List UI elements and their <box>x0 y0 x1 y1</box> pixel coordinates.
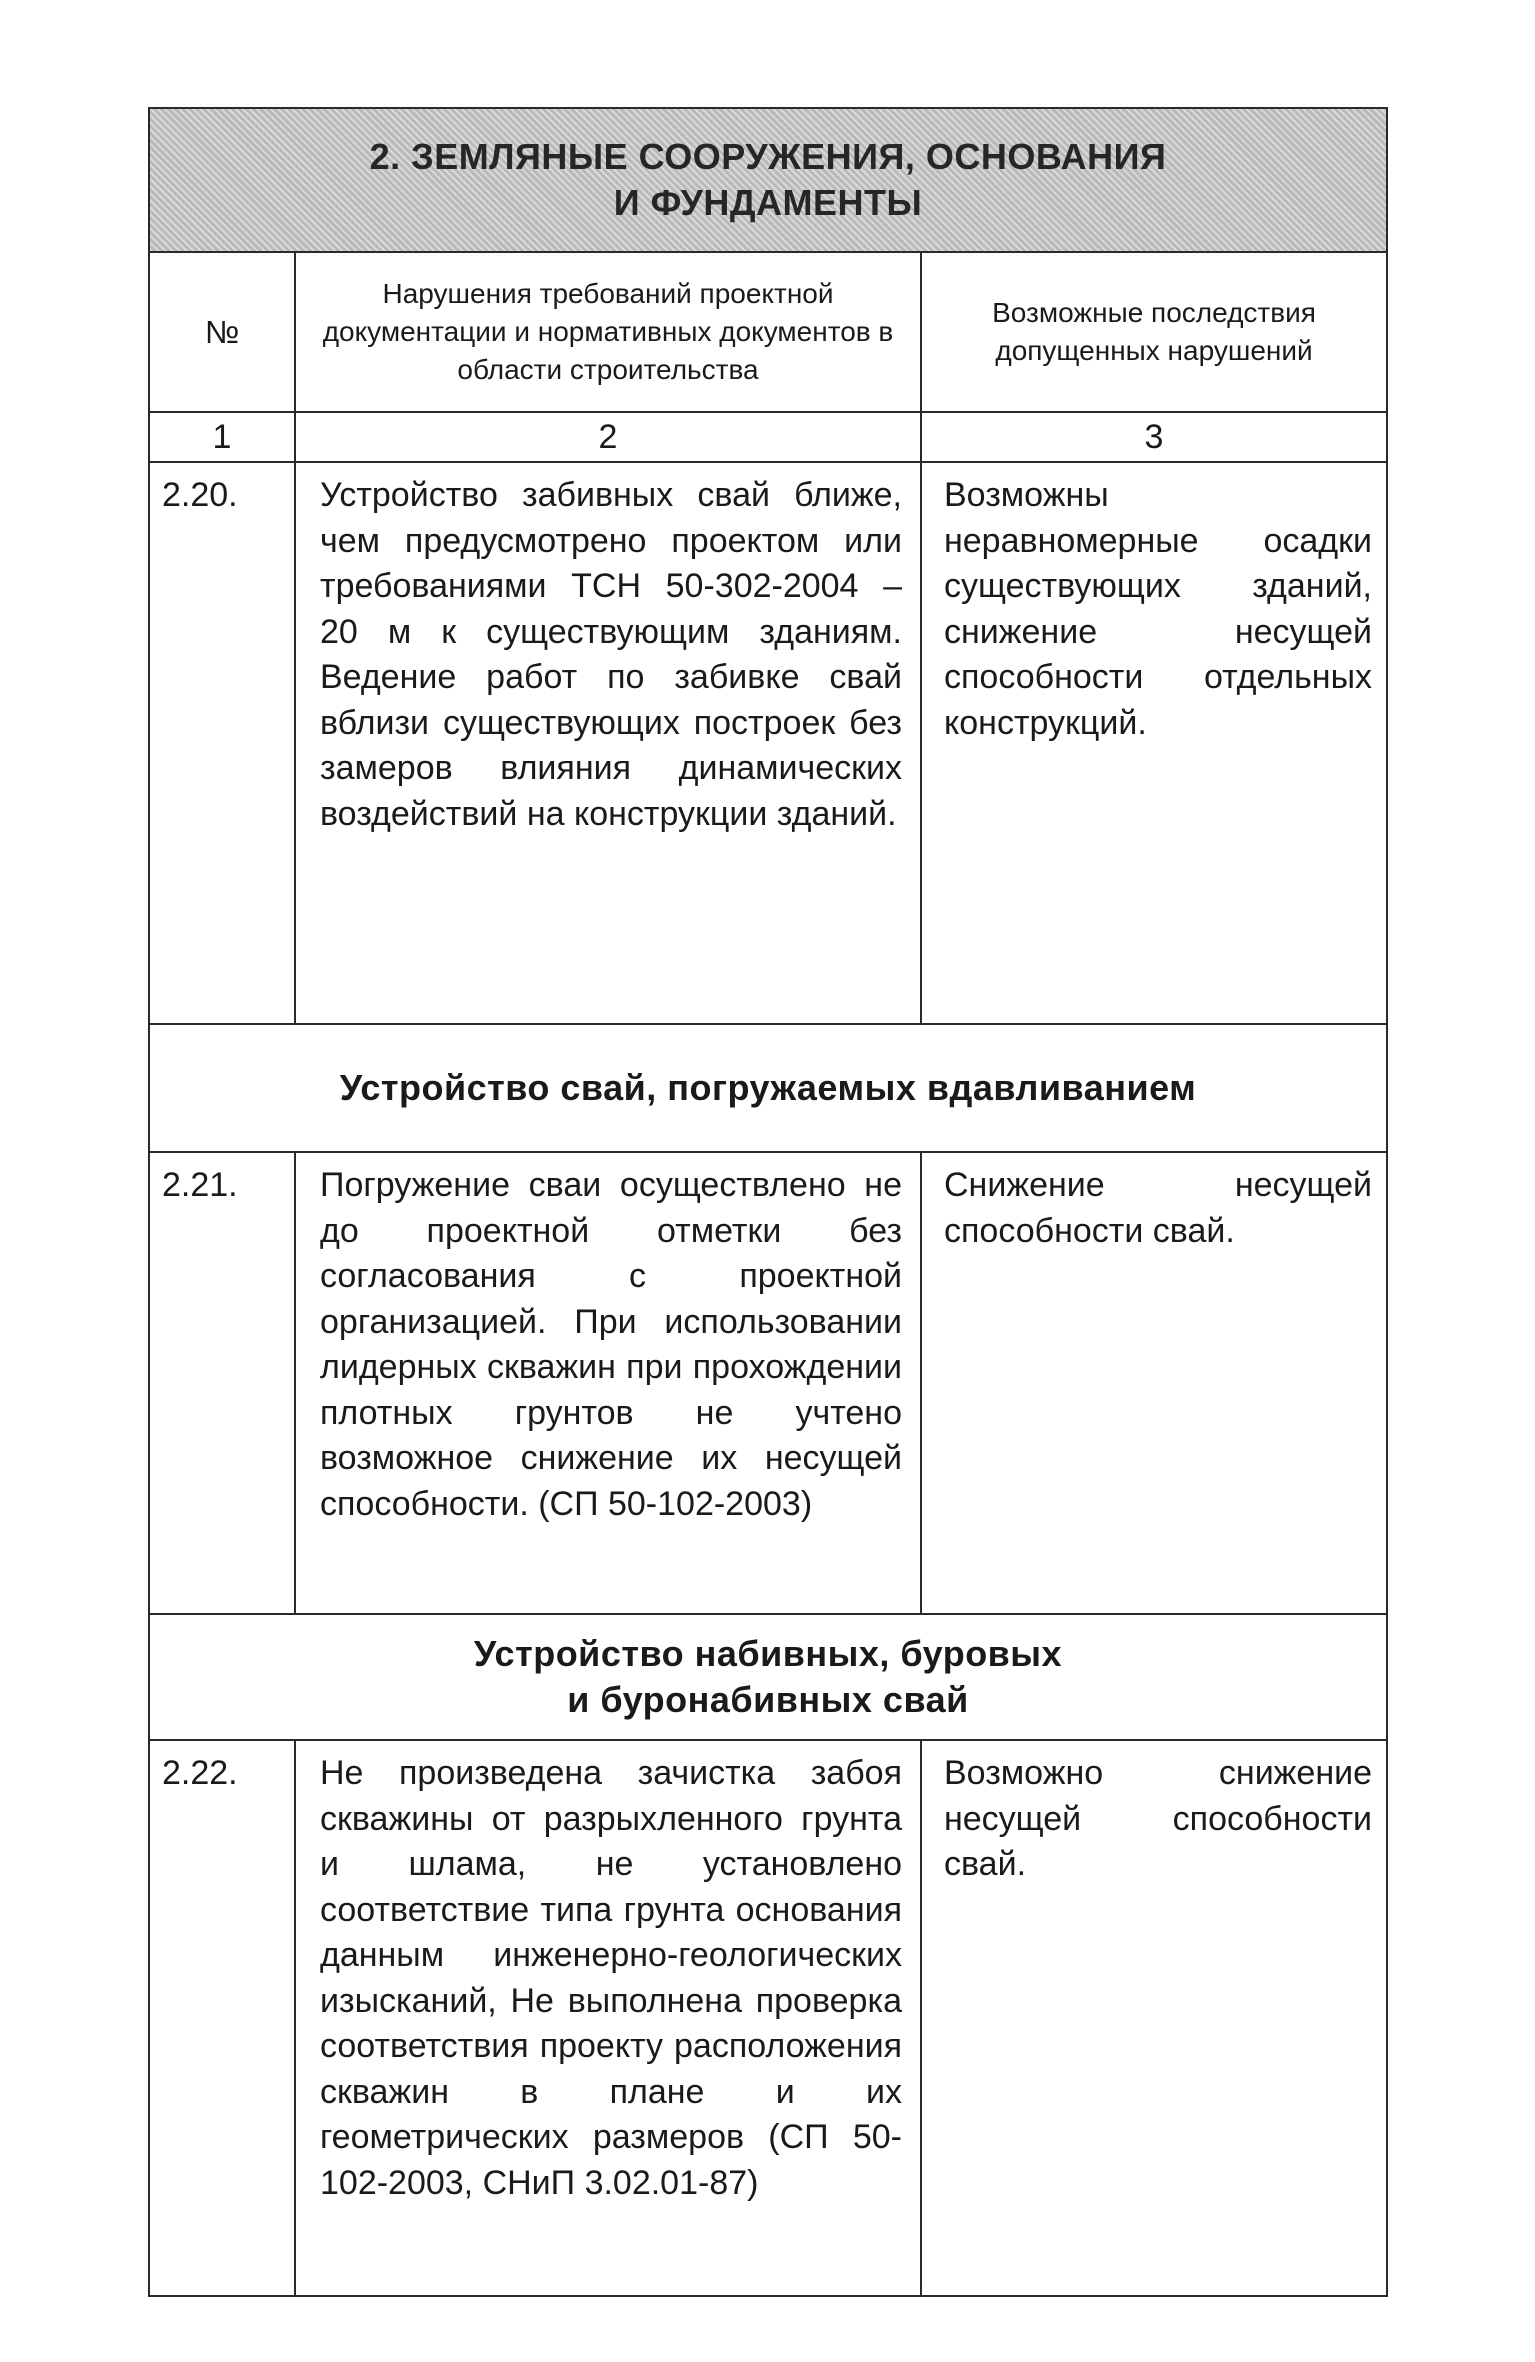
header-num: № <box>149 252 295 412</box>
subsection-row <box>149 1614 1387 1740</box>
column-number-3: 3 <box>921 412 1387 462</box>
header-consequences: Возможные последствия допущенных нарушений <box>921 252 1387 412</box>
section-title-line-1: 2. ЗЕМЛЯНЫЕ СООРУЖЕНИЯ, ОСНОВАНИЯ <box>369 136 1167 177</box>
subsection-heading <box>149 1614 1387 1740</box>
table-row <box>149 1740 1387 2296</box>
violation-text: Не произведена зачистка забоя скважины от разрыхленного грунта и шлама, не установлено соответствие типа грунта основания данным инженерно-геологических изысканий, Не выполнена проверка соответствия проекту расположения скважин в плане и их геометрических размеров (СП 50-102-2003, СНиП 3.02.01-87) <box>295 1740 921 2296</box>
title-row <box>149 108 1387 252</box>
column-number-1: 1 <box>149 412 295 462</box>
subsection-heading-line-2: и буронабивных свай <box>567 1679 969 1720</box>
row-number: 2.22. <box>149 1740 295 2296</box>
row-number: 2.21. <box>149 1152 295 1614</box>
violation-text: Погружение сваи осуществлено не до проектной отметки без согласования с проектной организацией. При использовании лидерных скважин при прохождении плотных грунтов не учтено возможное снижение их несущей способности. (СП 50-102-2003) <box>295 1152 921 1614</box>
header-row <box>149 252 1387 412</box>
header-violations: Нарушения требований проектной документации и нормативных документов в области строительства <box>295 252 921 412</box>
column-number-row <box>149 412 1387 462</box>
consequence-text: Возможны неравномерные осадки существующих зданий, снижение несущей способности отдельных конструкций. <box>921 462 1387 1024</box>
subsection-heading-line-1: Устройство свай, погружаемых вдавливанием <box>339 1067 1197 1108</box>
table-row <box>149 1152 1387 1614</box>
violation-text: Устройство забивных свай ближе, чем предусмотрено проектом или требованиями ТСН 50-302-2004 – 20 м к существующим зданиям. Ведение работ по забивке свай вблизи существующих построек без замеров влияния динамических воздействий на конструкции зданий. <box>295 462 921 1024</box>
section-title-line-2: И ФУНДАМЕНТЫ <box>613 182 923 223</box>
table-row <box>149 462 1387 1024</box>
column-number-2: 2 <box>295 412 921 462</box>
consequence-text: Снижение несущей способности свай. <box>921 1152 1387 1614</box>
requirements-table <box>148 107 1388 2297</box>
row-number: 2.20. <box>149 462 295 1024</box>
subsection-heading <box>149 1024 1387 1152</box>
subsection-heading-line-1: Устройство набивных, буровых <box>473 1633 1063 1674</box>
section-title <box>149 108 1387 252</box>
subsection-row <box>149 1024 1387 1152</box>
consequence-text: Возможно снижение несущей способности свай. <box>921 1740 1387 2296</box>
